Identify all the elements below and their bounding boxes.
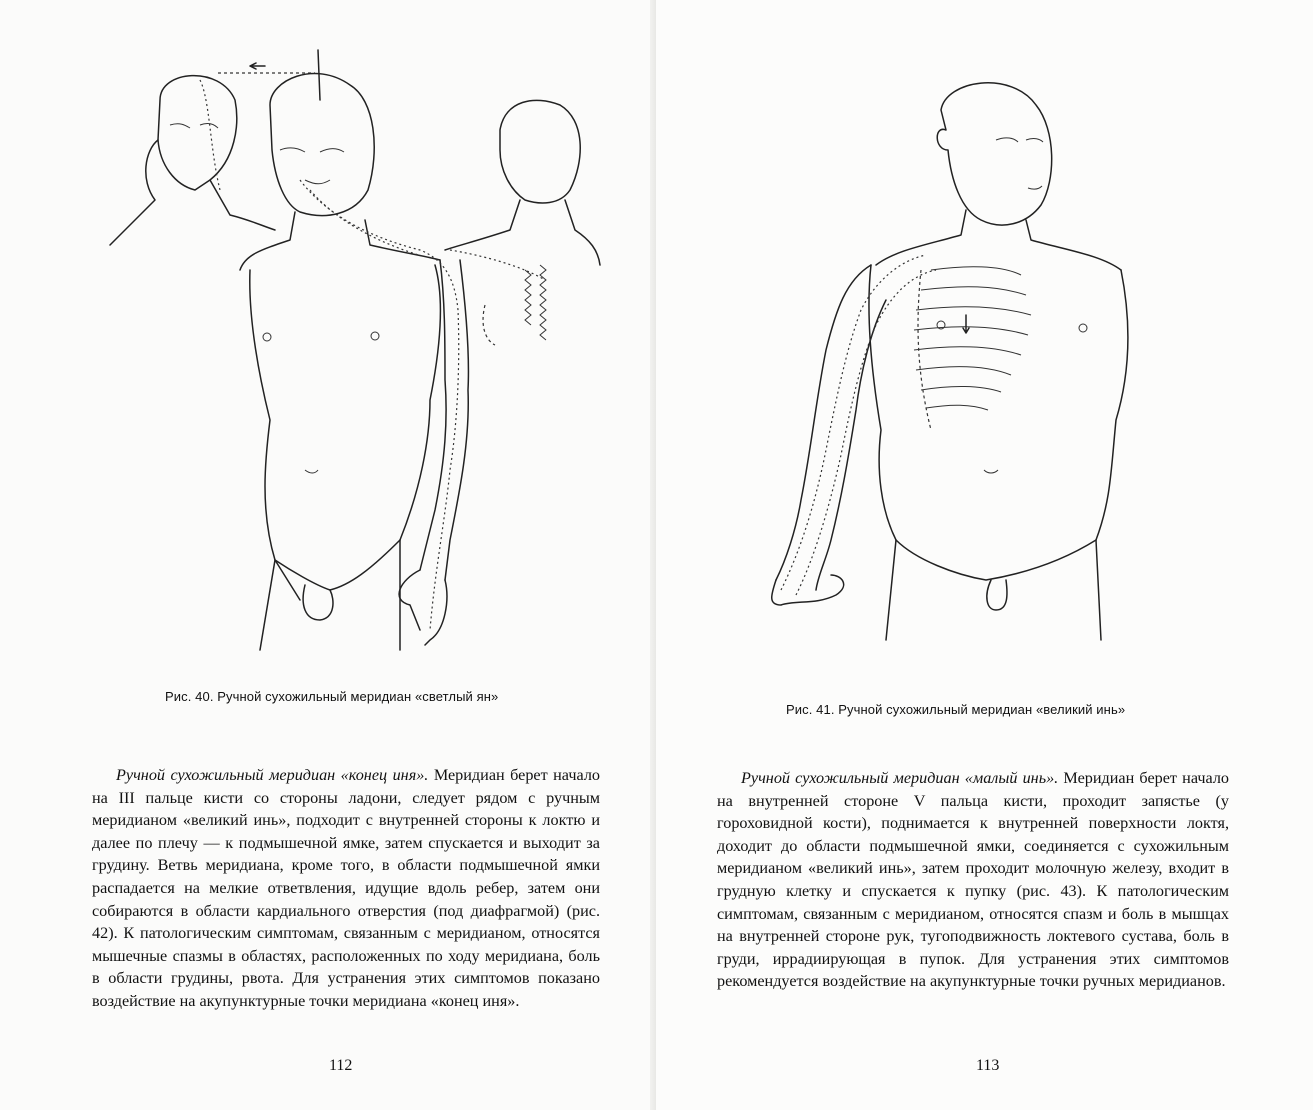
page-number: 112: [329, 1057, 353, 1074]
right-body-text: [717, 767, 1229, 993]
left-page: [0, 0, 656, 1110]
paragraph-text: Меридиан берет начало на III пальце кисти со стороны ладони, следует рядом с ручным меридианом «великий инь», подходит с внутренней стороны к локтю и далее по плечу — к подмышечной ямке, затем спускается и выходит за грудину. Ветвь меридиана, кроме того, в области подмышечной ямки распадается на мелкие ответвления, идущие вдоль ребер, затем они собираются в области кардиального отверстия (под диафрагмой) (рис. 42). К патологическим симптомам, связанным с меридианом, относятся мышечные спазмы в областях, расположенных по ходу меридиана, боль в области грудины, рвота. Для устранения этих симптомов показано воздействие на акупунктурные точки меридиана «конец иня».: [92, 766, 600, 1010]
figure-41-illustration: [756, 70, 1236, 650]
paragraph-lead: Ручной сухожильный меридиан «малый инь».: [741, 769, 1059, 787]
figure-40-caption: Рис. 40. Ручной сухожильный меридиан «светлый ян»: [165, 689, 499, 704]
figure-41-caption: Рис. 41. Ручной сухожильный меридиан «великий инь»: [786, 702, 1126, 717]
page-number: 113: [976, 1057, 1000, 1074]
figure-40-illustration: [100, 40, 620, 660]
left-body-text: [92, 764, 600, 1013]
paragraph-text: Меридиан берет начало на внутренней стороне V пальца кисти, проходит запястье (у гороховидной кости), поднимается к внутренней поверхности локтя, доходит до области подмышечной ямки, соединяется с сухожильным меридианом «великий инь», затем проходит молочную железу, входит в грудную клетку и спускается к пупку (рис. 43). К патологическим симптомам, связанным с меридианом, относятся спазм и боль в мышцах на внутренней стороне рук, тугоподвижность локтевого сустава, боль в груди, иррадиирующая в пупок. Для устранения этих симптомов рекомендуется воздействие на акупунктурные точки ручных меридианов.: [717, 769, 1229, 991]
right-page: [656, 0, 1313, 1110]
paragraph: [717, 767, 1229, 993]
paragraph: [92, 764, 600, 1013]
paragraph-lead: Ручной сухожильный меридиан «конец иня».: [116, 766, 429, 784]
